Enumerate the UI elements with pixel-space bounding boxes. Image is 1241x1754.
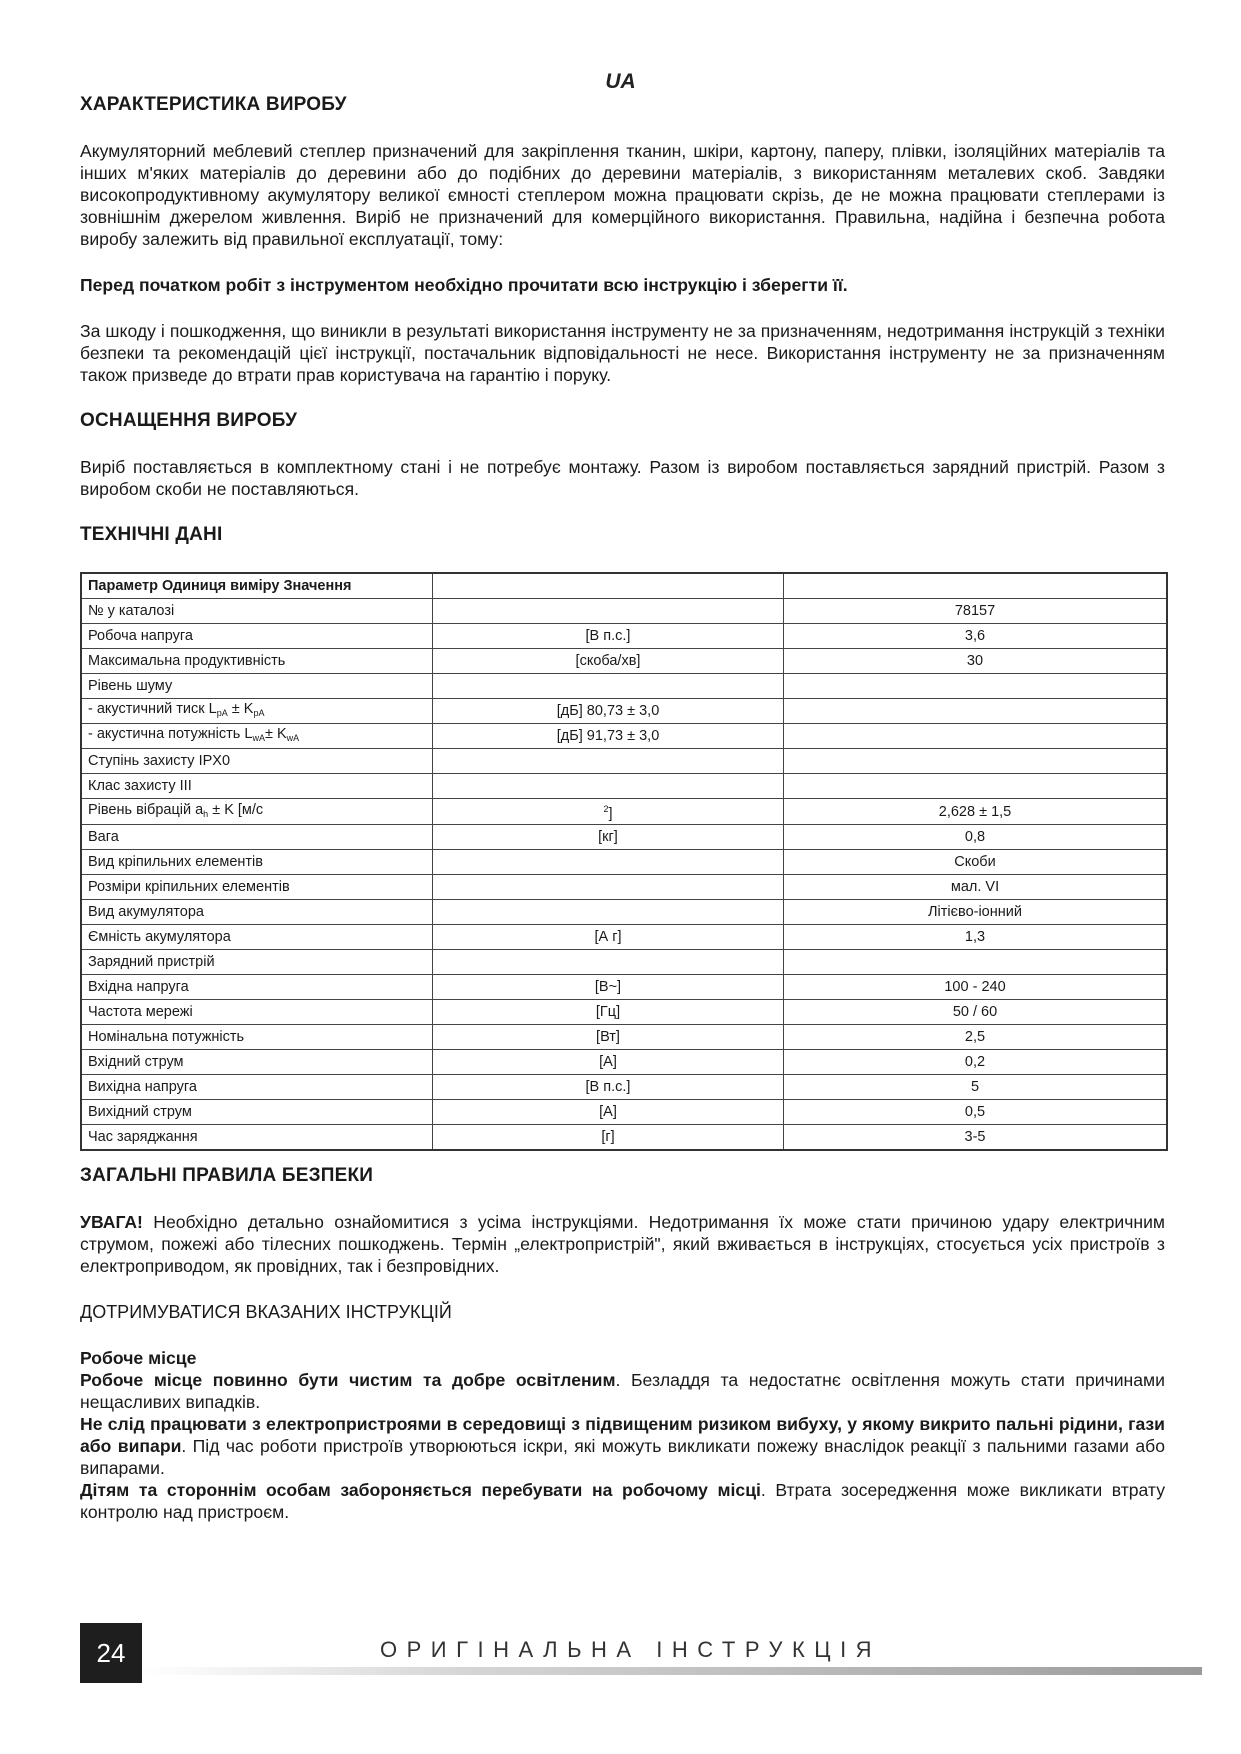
- warning-paragraph: [80, 1211, 1165, 1277]
- rule-text: . Безладдя та недостатнє освітлення можуть стати причинами нещасливих випадків.: [80, 1370, 1165, 1412]
- value-cell: 100 - 240: [784, 975, 1168, 1000]
- language-label: UA: [605, 70, 636, 93]
- value-cell: 3-5: [784, 1125, 1168, 1151]
- warning-label: УВАГА!: [80, 1212, 143, 1232]
- table-row: [81, 1050, 1167, 1075]
- param-cell: Вага: [81, 825, 433, 850]
- param-cell: Рівень вібрацій $a_h \pm K$ [м/с: [81, 799, 433, 825]
- table-row: [81, 749, 1167, 774]
- table-row: [81, 774, 1167, 799]
- value-cell: 0,5: [784, 1100, 1168, 1125]
- param-cell: Максимальна продуктивність: [81, 649, 433, 674]
- table-row: [81, 649, 1167, 674]
- unit-cell: [433, 950, 784, 975]
- value-cell: [784, 674, 1168, 699]
- unit-cell: [А г]: [433, 925, 784, 950]
- table-row: [81, 825, 1167, 850]
- rule-text: . Під час роботи пристроїв утворюються іскри, які можуть викликати пожежу внаслідок реакції з пальними газами або випарами.: [80, 1436, 1165, 1478]
- param-cell: Вид кріпильних елементів: [81, 850, 433, 875]
- unit-cell: [433, 900, 784, 925]
- unit-cell: [Гц]: [433, 1000, 784, 1025]
- value-cell: 30: [784, 649, 1168, 674]
- value-cell: 50 / 60: [784, 1000, 1168, 1025]
- param-cell: Вихідна напруга: [81, 1075, 433, 1100]
- table-row: [81, 1125, 1167, 1151]
- rule-bold-text: Робоче місце повинно бути чистим та добре освітленим: [80, 1370, 616, 1390]
- table-row: [81, 1100, 1167, 1125]
- param-cell: Вхідна напруга: [81, 975, 433, 1000]
- section-title-safety: ЗАГАЛЬНІ ПРАВИЛА БЕЗПЕКИ: [80, 1165, 374, 1186]
- unit-cell: [433, 850, 784, 875]
- value-cell: [784, 724, 1168, 749]
- value-cell: [784, 950, 1168, 975]
- unit-cell: [дБ] 80,73 ± 3,0: [433, 699, 784, 724]
- table-row: [81, 950, 1167, 975]
- technical-data-table: [80, 572, 1168, 1151]
- header-cell: [784, 573, 1168, 599]
- table-row: [81, 1075, 1167, 1100]
- param-cell: Вихідний струм: [81, 1100, 433, 1125]
- equipment-paragraph: Виріб поставляється в комплектному стані і не потребує монтажу. Разом із виробом поставляється зарядний пристрій. Разом з виробом скоби не поставляються.: [80, 457, 1165, 499]
- value-cell: 1,3: [784, 925, 1168, 950]
- table-header-row: [81, 573, 1167, 599]
- header-cell: [433, 573, 784, 599]
- rule-text: . Втрата зосередження може викликати втрату контролю над пристроєм.: [80, 1480, 1165, 1522]
- value-cell: 5: [784, 1075, 1168, 1100]
- characteristics-paragraph: Акумуляторний меблевий степлер призначений для закріплення тканин, шкіри, картону, паперу, плівки, ізоляційних матеріалів та інших м'яких матеріалів до деревини або до подібних до деревини матеріалів, з використанням металевих скоб. Завдяки високопродуктивному акумулятору великої ємності степлером можна працювати скрізь, де не можна працювати степлерами із зовнішнім джерелом живлення. Виріб не призначений для комерційного використання. Правильна, надійна і безпечна робота виробу залежить від правильної експлуатації, тому:: [80, 141, 1165, 249]
- param-cell: Частота мережі: [81, 1000, 433, 1025]
- unit-cell: $^2$]: [433, 799, 784, 825]
- liability-paragraph: За шкоду і пошкодження, що виникли в результаті використання інструменту не за призначенням, недотримання інструкцій з техніки безпеки та рекомендацій цієї інструкції, постачальник відповідальності не несе. Використання інструменту не за призначенням також призведе до втрати прав користувача на гарантію і поруку.: [80, 321, 1165, 385]
- param-cell: Номінальна потужність: [81, 1025, 433, 1050]
- param-cell: Час заряджання: [81, 1125, 433, 1151]
- table-row: [81, 975, 1167, 1000]
- page-number: 24: [80, 1623, 142, 1683]
- value-cell: [784, 699, 1168, 724]
- unit-cell: [скоба/хв]: [433, 649, 784, 674]
- section-title-equipment: ОСНАЩЕННЯ ВИРОБУ: [80, 410, 298, 431]
- param-cell: - акустичний тиск $L_{pA} \pm K_{pA}$: [81, 699, 433, 724]
- footer-gradient-bar: [142, 1667, 1202, 1675]
- follow-instructions-heading: ДОТРИМУВАТИСЯ ВКАЗАНИХ ІНСТРУКЦІЙ: [80, 1302, 452, 1322]
- value-cell: 2,5: [784, 1025, 1168, 1050]
- value-cell: Літієво-іонний: [784, 900, 1168, 925]
- unit-cell: [433, 749, 784, 774]
- table-row: [81, 1025, 1167, 1050]
- unit-cell: [433, 875, 784, 900]
- param-cell: Рівень шуму: [81, 674, 433, 699]
- unit-cell: [г]: [433, 1125, 784, 1151]
- table-row: [81, 724, 1167, 749]
- table-row: [81, 674, 1167, 699]
- footer-title: ОРИГІНАЛЬНА ІНСТРУКЦІЯ: [380, 1637, 882, 1662]
- table-row: [81, 599, 1167, 624]
- section-title-technical-data: ТЕХНІЧНІ ДАНІ: [80, 524, 223, 545]
- warning-text: Необхідно детально ознайомитися з усіма інструкціями. Недотримання їх може стати причиною удару електричним струмом, пожежі або тілесних пошкоджень. Термін „електропристрій", який вживається в інструкціях, стосується усіх пристроїв з електроприводом, як провідних, так і безпровідних.: [80, 1212, 1165, 1276]
- workplace-subtitle: Робоче місце: [80, 1348, 197, 1368]
- section-title-characteristics: ХАРАКТЕРИСТИКА ВИРОБУ: [80, 94, 347, 115]
- content-column: [80, 94, 1165, 1523]
- rule-clean-workplace: [80, 1369, 1165, 1413]
- value-cell: 0,8: [784, 825, 1168, 850]
- rule-bold-text: Не слід працювати з електропристроями в середовищі з підвищеним ризиком вибуху, у якому викрито пальні рідини, гази або випари: [80, 1414, 1165, 1456]
- unit-cell: [В~]: [433, 975, 784, 1000]
- param-cell: № у каталозі: [81, 599, 433, 624]
- value-cell: [784, 774, 1168, 799]
- value-cell: 2,628 ± 1,5: [784, 799, 1168, 825]
- unit-cell: [А]: [433, 1050, 784, 1075]
- value-cell: 3,6: [784, 624, 1168, 649]
- value-cell: мал. VI: [784, 875, 1168, 900]
- header-cell: Параметр Одиниця виміру Значення: [81, 573, 433, 599]
- unit-cell: [кг]: [433, 825, 784, 850]
- table-row: [81, 799, 1167, 825]
- table-row: [81, 624, 1167, 649]
- value-cell: Скоби: [784, 850, 1168, 875]
- unit-cell: [В п.с.]: [433, 1075, 784, 1100]
- param-cell: - акустична потужність $L_{wA}\pm K_{wA}$: [81, 724, 433, 749]
- table-row: [81, 875, 1167, 900]
- unit-cell: [дБ] 91,73 ± 3,0: [433, 724, 784, 749]
- table-row: [81, 925, 1167, 950]
- table-row: [81, 900, 1167, 925]
- param-cell: Розміри кріпильних елементів: [81, 875, 433, 900]
- value-cell: 78157: [784, 599, 1168, 624]
- unit-cell: [433, 599, 784, 624]
- unit-cell: [А]: [433, 1100, 784, 1125]
- param-cell: Клас захисту III: [81, 774, 433, 799]
- param-cell: Робоча напруга: [81, 624, 433, 649]
- param-cell: Вид акумулятора: [81, 900, 433, 925]
- table-row: [81, 1000, 1167, 1025]
- value-cell: 0,2: [784, 1050, 1168, 1075]
- unit-cell: [433, 674, 784, 699]
- unit-cell: [Вт]: [433, 1025, 784, 1050]
- value-cell: [784, 749, 1168, 774]
- unit-cell: [433, 774, 784, 799]
- read-instructions-notice: Перед початком робіт з інструментом необхідно прочитати всю інструкцію і зберегти її.: [80, 275, 848, 295]
- rule-bold-text: Дітям та стороннім особам забороняється перебувати на робочому місці: [80, 1480, 761, 1500]
- param-cell: Ємність акумулятора: [81, 925, 433, 950]
- rule-explosive-environment: [80, 1413, 1165, 1479]
- param-cell: Вхідний струм: [81, 1050, 433, 1075]
- table-row: [81, 699, 1167, 724]
- rule-children-bystanders: [80, 1479, 1165, 1523]
- param-cell: Зарядний пристрій: [81, 950, 433, 975]
- table-row: [81, 850, 1167, 875]
- unit-cell: [В п.с.]: [433, 624, 784, 649]
- param-cell: Ступінь захисту IPX0: [81, 749, 433, 774]
